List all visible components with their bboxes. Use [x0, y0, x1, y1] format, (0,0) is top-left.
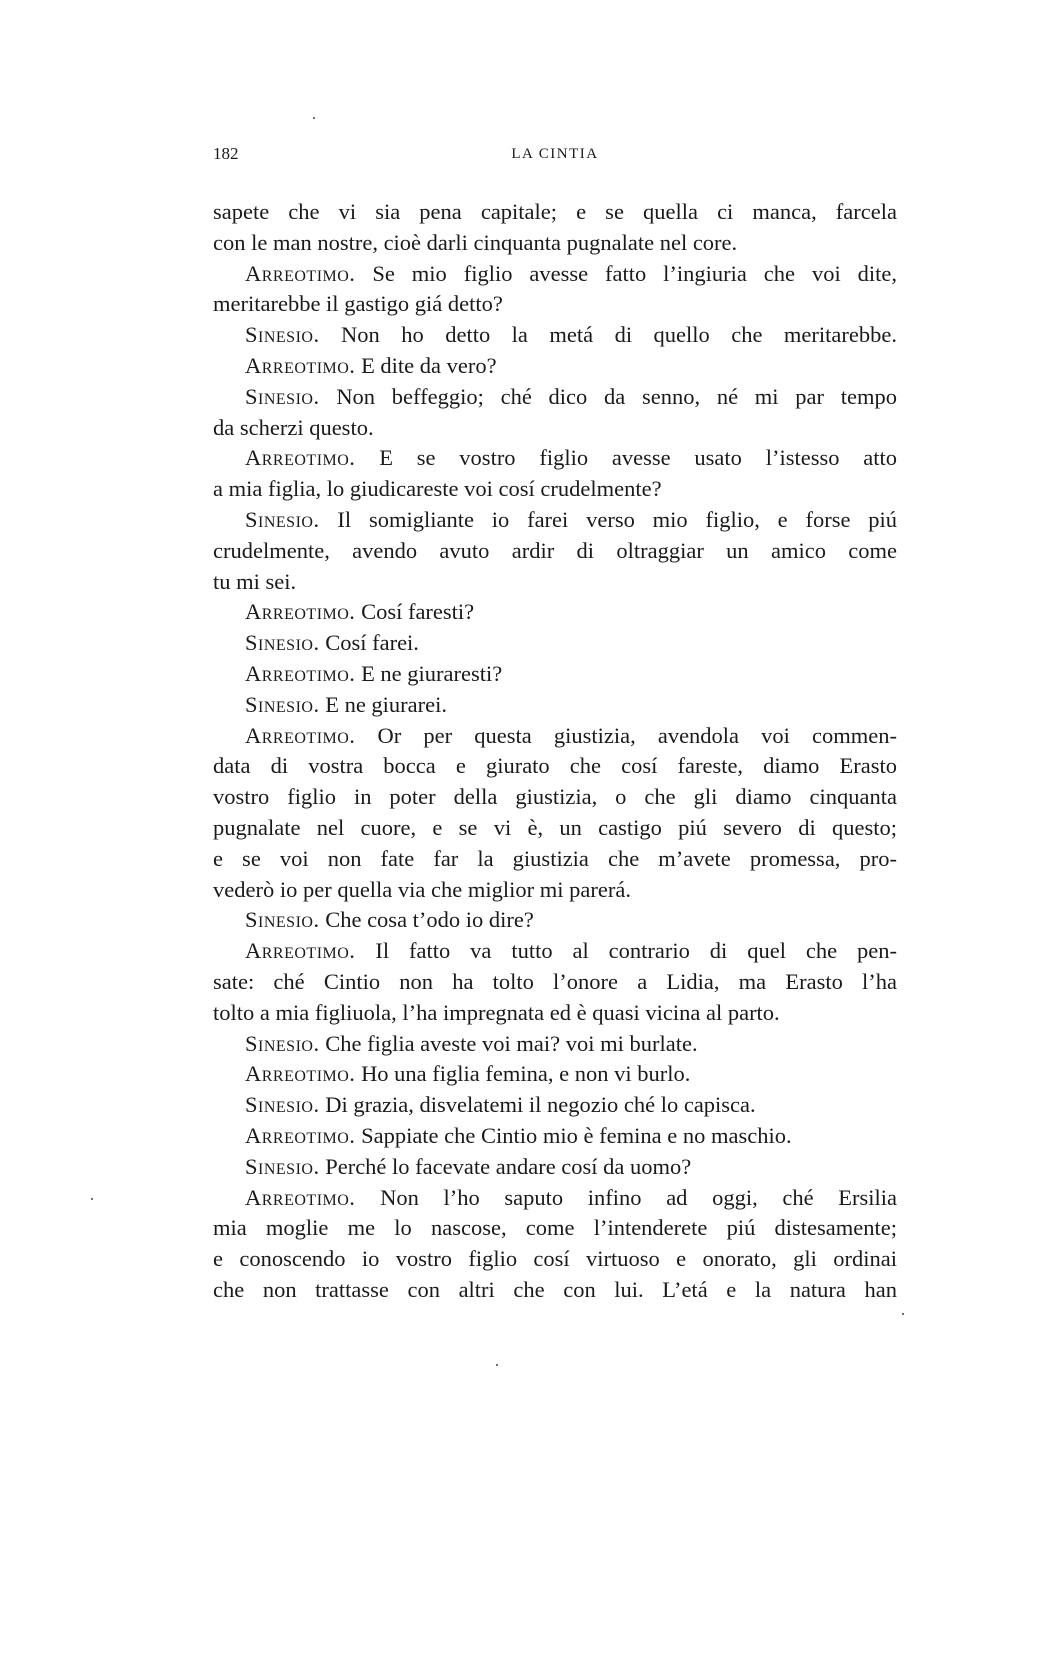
line-text: e conoscendo io vostro figlio cosí virtuoso e onorato, gli ordinai [213, 1246, 897, 1272]
speaker-name: Sinesio. [245, 630, 320, 656]
scan-speck [902, 1313, 904, 1315]
speaker-name: Arreotimo. [245, 722, 356, 748]
speaker-name: Arreotimo. [245, 260, 356, 286]
text-line [213, 382, 897, 413]
line-text: Ho una figlia femina, e non vi burlo. [355, 1061, 691, 1087]
speaker-name: Arreotimo. [245, 599, 356, 625]
line-text: Di grazia, disvelatemi il negozio ché lo capisca. [319, 1092, 756, 1118]
text-line [213, 567, 897, 598]
line-text: a mia figlia, lo giudicareste voi cosí crudelmente? [213, 476, 662, 502]
speaker-name: Arreotimo. [245, 1061, 356, 1087]
text-line [213, 1213, 897, 1244]
text-line [213, 1183, 897, 1214]
text-line [213, 505, 897, 536]
text-line [213, 228, 897, 259]
text-line [213, 197, 897, 228]
speaker-name: Sinesio. [245, 1153, 320, 1179]
running-header [213, 144, 897, 170]
text-line [213, 1090, 897, 1121]
text-line [213, 597, 897, 628]
line-text: Non beffeggio; ché dico da senno, né mi par tempo [319, 383, 897, 409]
text-line [213, 289, 897, 320]
line-text: Cosí farei. [319, 630, 419, 656]
speaker-name: Arreotimo. [245, 445, 356, 471]
text-line [213, 659, 897, 690]
line-text: E ne giuraresti? [355, 660, 503, 686]
line-text: mia moglie me lo nascose, come l’intenderete piú distesamente; [213, 1215, 897, 1241]
text-line [213, 413, 897, 444]
line-text: Non ho detto la metá di quello che meritarebbe. [319, 322, 897, 348]
line-text: E dite da vero? [355, 352, 497, 378]
line-text: Or per questa giustizia, avendola voi commen- [355, 722, 897, 748]
speaker-name: Arreotimo. [245, 352, 356, 378]
text-line [213, 1152, 897, 1183]
text-line [213, 443, 897, 474]
page-body-text [213, 197, 897, 1306]
text-line [213, 690, 897, 721]
line-text: meritarebbe il gastigo giá detto? [213, 291, 503, 317]
text-line [213, 813, 897, 844]
speaker-name: Sinesio. [245, 506, 320, 532]
line-text: sapete che vi sia pena capitale; e se quella ci manca, farcela [213, 199, 897, 224]
line-text: crudelmente, avendo avuto ardir di oltraggiar un amico come [213, 537, 897, 563]
line-text: Perché lo facevate andare cosí da uomo? [319, 1153, 692, 1179]
line-text: da scherzi questo. [213, 414, 374, 440]
line-text: E ne giurarei. [319, 691, 448, 717]
running-title: LA CINTIA [511, 146, 599, 162]
text-line [213, 1244, 897, 1275]
line-text: pugnalate nel cuore, e se vi è, un castigo piú severo di questo; [213, 814, 897, 840]
line-text: con le man nostre, cioè darli cinquanta pugnalate nel core. [213, 229, 738, 255]
text-line [213, 1029, 897, 1060]
text-line [213, 875, 897, 906]
speaker-name: Arreotimo. [245, 1184, 356, 1210]
line-text: Cosí faresti? [355, 599, 475, 625]
text-line [213, 905, 897, 936]
line-text: Che cosa t’odo io dire? [319, 907, 534, 933]
line-text: tolto a mia figliuola, l’ha impregnata ed è quasi vicina al parto. [213, 999, 780, 1025]
line-text: data di vostra bocca e giurato che cosí fareste, diamo Erasto [213, 753, 897, 779]
text-line [213, 844, 897, 875]
line-text: tu mi sei. [213, 568, 297, 594]
text-line [213, 628, 897, 659]
line-text: che non trattasse con altri che con lui. L’etá e la natura han [213, 1276, 897, 1302]
speaker-name: Sinesio. [245, 691, 320, 717]
line-text: Il somigliante io farei verso mio figlio, e forse piú [319, 506, 897, 532]
speaker-name: Sinesio. [245, 907, 320, 933]
text-line [213, 936, 897, 967]
text-line [213, 474, 897, 505]
line-text: e se voi non fate far la giustizia che m’avete promessa, pro- [213, 845, 897, 871]
scan-speck [91, 1198, 93, 1200]
text-line [213, 1121, 897, 1152]
text-line [213, 536, 897, 567]
speaker-name: Sinesio. [245, 383, 320, 409]
text-line [213, 1275, 897, 1306]
speaker-name: Arreotimo. [245, 660, 356, 686]
text-line [213, 351, 897, 382]
page-number: 182 [213, 144, 239, 163]
line-text: Se mio figlio avesse fatto l’ingiuria che voi dite, [355, 260, 897, 286]
scan-speck [313, 117, 315, 119]
scan-speck [496, 1364, 498, 1366]
text-line [213, 721, 897, 752]
text-line [213, 967, 897, 998]
text-line [213, 782, 897, 813]
speaker-name: Sinesio. [245, 322, 320, 348]
line-text: vostro figlio in poter della giustizia, o che gli diamo cinquanta [213, 784, 897, 810]
line-text: sate: ché Cintio non ha tolto l’onore a Lidia, ma Erasto l’ha [213, 968, 897, 994]
text-line [213, 259, 897, 290]
text-line [213, 998, 897, 1029]
speaker-name: Sinesio. [245, 1092, 320, 1118]
speaker-name: Arreotimo. [245, 1122, 356, 1148]
text-line [213, 320, 897, 351]
text-line [213, 1059, 897, 1090]
line-text: vederò io per quella via che miglior mi parerá. [213, 876, 631, 902]
line-text: Il fatto va tutto al contrario di quel che pen- [355, 938, 897, 964]
text-line [213, 751, 897, 782]
line-text: Che figlia aveste voi mai? voi mi burlate. [319, 1030, 698, 1056]
line-text: Non l’ho saputo infino ad oggi, ché Ersilia [355, 1184, 897, 1210]
speaker-name: Sinesio. [245, 1030, 320, 1056]
line-text: Sappiate che Cintio mio è femina e no maschio. [355, 1122, 792, 1148]
line-text: E se vostro figlio avesse usato l’istesso atto [355, 445, 897, 471]
speaker-name: Arreotimo. [245, 938, 356, 964]
